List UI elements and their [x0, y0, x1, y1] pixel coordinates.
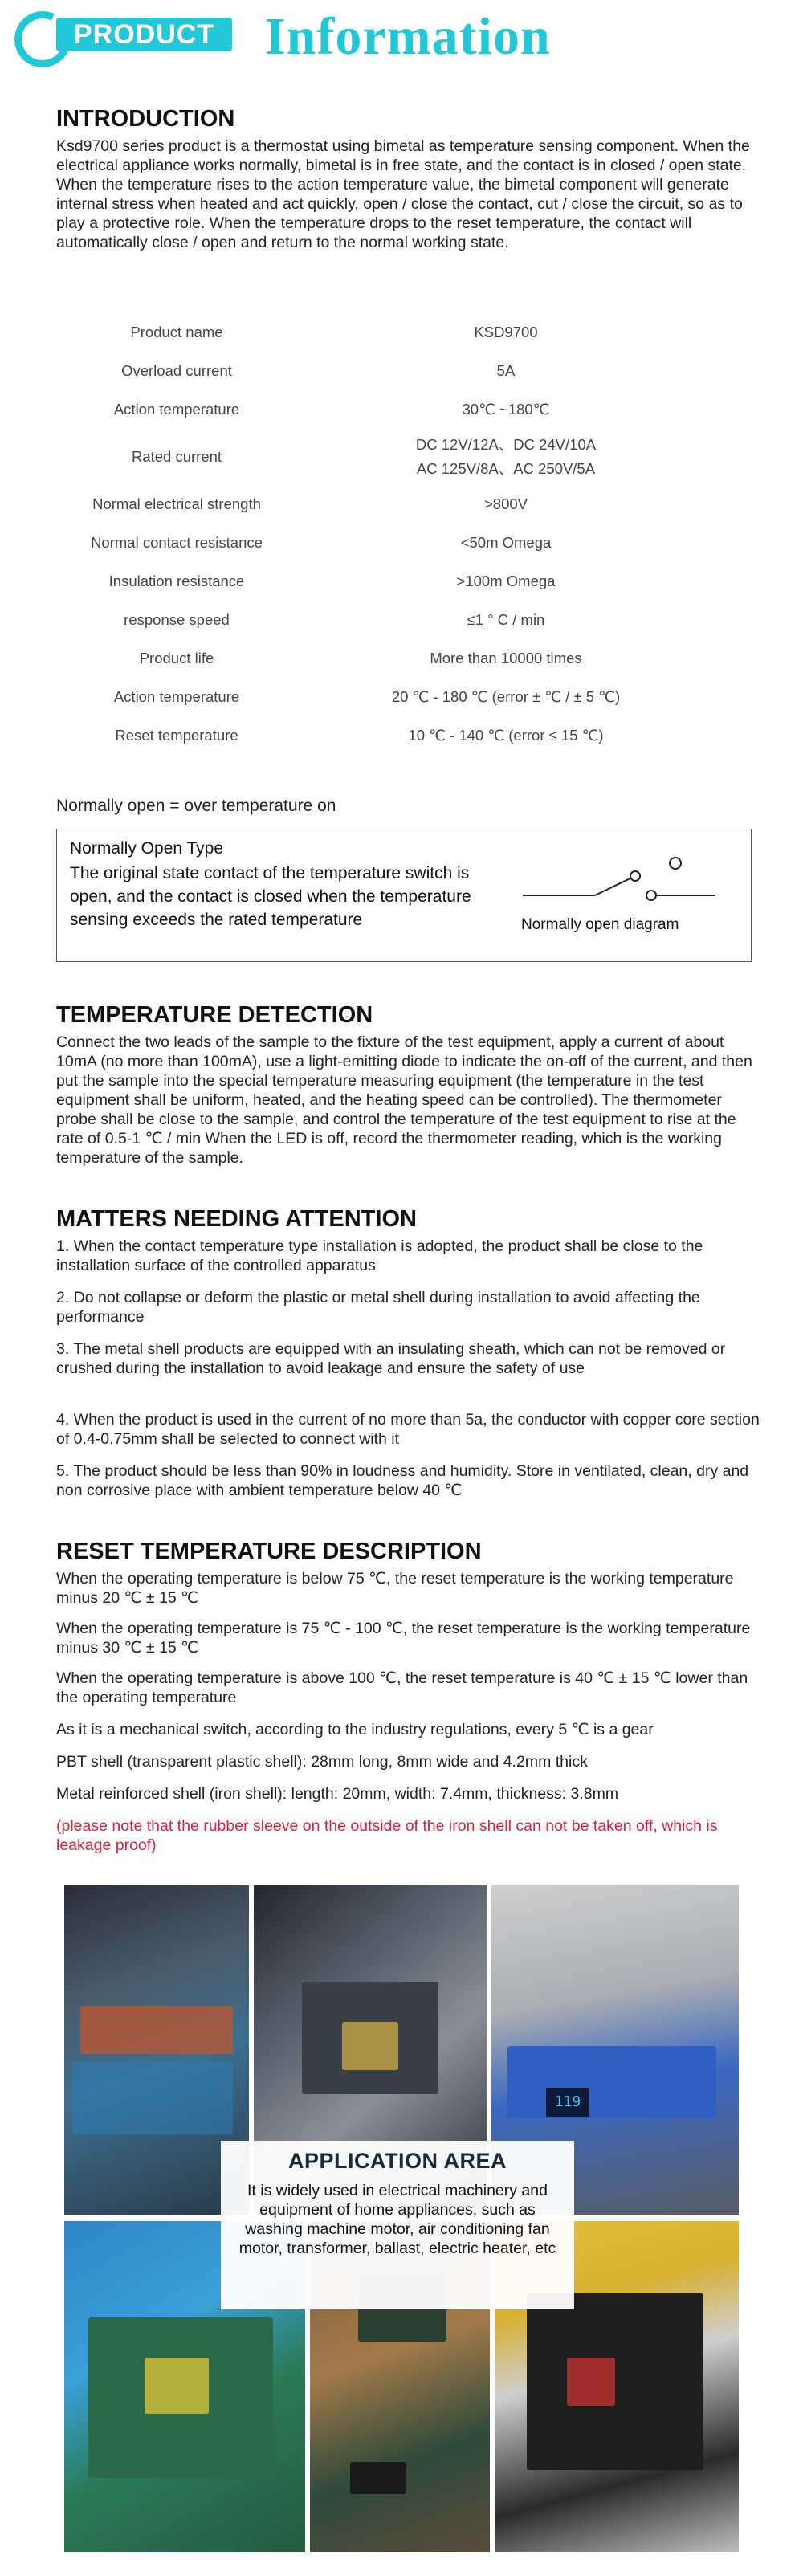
spec-key: Insulation resistance: [108, 573, 245, 589]
normally-open-diagram-icon: [515, 854, 724, 910]
spec-value: 30℃ ~180℃: [462, 401, 550, 418]
spec-value: KSD9700: [474, 324, 538, 340]
application-text: It is widely used in electrical machinery and equipment of home appliances, such as washing machine motor, air conditioning fan motor, transformer, ballast, electric heater, etc: [238, 2182, 556, 2257]
spec-value: >800V: [483, 495, 528, 512]
spec-key: Rated current: [131, 448, 222, 465]
application-heading: APPLICATION AREA: [287, 2149, 507, 2173]
attention-item: 1. When the contact temperature type installation is adopted, the product shall be close to the installation surface of the controlled apparatus: [56, 1237, 703, 1274]
temperature-display: 119: [546, 2088, 589, 2117]
spec-key: response speed: [124, 611, 230, 628]
reset-item: When the operating temperature is above 100 ℃, the reset temperature is 40 ℃ ± 15 ℃ lower than the operating temperature: [56, 1669, 748, 1706]
introduction-text: Ksd9700 series product is a thermostat using bimetal as temperature sensing component. When the electrical appliance works normally, bimetal is in free state, and the contact is in closed / open state. When the temperature rises to the action temperature value, the bimetal component will generate internal stress when heated and act quickly, open / close the contact, cut / close the circuit, so as to play a protective role. When the temperature drops to the reset temperature, the contact will automatically close / open and return to the normal working state.: [56, 137, 750, 251]
product-badge: PRODUCT: [56, 18, 232, 51]
spec-key: Normal contact resistance: [91, 534, 263, 551]
normally-open-box: [56, 829, 752, 962]
detection-text: Connect the two leads of the sample to the fixture of the test equipment, apply a current of about 10mA (no more than 100mA), use a light-emitting diode to indicate the on-off of the current, and then put the sample into the special temperature measuring equipment (the temperature in the test equipment shall be uniform, heated, and the heating speed can be controlled). The thermometer probe shall be close to the sample, and control the temperature of the test equipment to rise at the rate of 0.5-1 ℃ / min When the LED is off, record the thermometer reading, which is the working temperature of the sample.: [56, 1033, 752, 1167]
spec-row: [56, 429, 715, 485]
spec-key: Action temperature: [113, 401, 240, 418]
spec-value: 5A: [496, 362, 516, 379]
page-header: [0, 0, 803, 88]
spec-value: [297, 433, 715, 481]
reset-item: As it is a mechanical switch, according to the industry regulations, every 5 ℃ is a gear: [56, 1721, 654, 1738]
spec-value: 20 ℃ - 180 ℃ (error ± ℃ / ± 5 ℃): [391, 688, 621, 705]
spec-value-line: AC 125V/8A、AC 250V/5A: [416, 460, 596, 477]
spec-row: [56, 601, 715, 639]
spec-key: Action temperature: [113, 688, 240, 705]
spec-row: [56, 716, 715, 755]
attention-heading: MATTERS NEEDING ATTENTION: [56, 1206, 417, 1232]
spec-table: [56, 313, 715, 755]
spec-key: Overload current: [121, 362, 232, 379]
introduction-heading: INTRODUCTION: [56, 106, 235, 132]
reset-item: Metal reinforced shell (iron shell): length: 20mm, width: 7.4mm, thickness: 3.8mm: [56, 1785, 619, 1803]
reset-item: When the operating temperature is below 75 ℃, the reset temperature is the working temperature minus 20 ℃ ± 15 ℃: [56, 1570, 734, 1607]
reset-note: (please note that the rubber sleeve on the outside of the iron shell can not be taken off, which is leakage proof): [56, 1817, 718, 1854]
spec-value: >100m Omega: [456, 573, 556, 589]
diagram-caption: Normally open diagram: [521, 916, 679, 933]
attention-item: 4. When the product is used in the current of no more than 5a, the conductor with copper core section of 0.4-0.75mm shall be selected to connect with it: [56, 1411, 760, 1448]
attention-item: 5. The product should be less than 90% in loudness and humidity. Store in ventilated, clean, dry and non corrosive place with ambient temperature below 40 ℃: [56, 1462, 749, 1499]
spec-key: Normal electrical strength: [92, 495, 261, 512]
spec-value-line: DC 12V/12A、DC 24V/10A: [415, 436, 597, 453]
spec-row: [56, 390, 715, 429]
spec-row: [56, 352, 715, 390]
spec-value: 10 ℃ - 140 ℃ (error ≤ 15 ℃): [408, 727, 604, 744]
normally-open-text: The original state contact of the temperature switch is open, and the contact is closed when the temperature sensing exceeds the rated temperature: [70, 864, 471, 929]
spec-row: [56, 313, 715, 352]
page-title: Information: [265, 7, 551, 66]
spec-value: More than 10000 times: [430, 650, 582, 666]
spec-row: [56, 678, 715, 716]
application-area-box: [221, 2141, 574, 2309]
reset-item: When the operating temperature is 75 ℃ - 100 ℃, the reset temperature is the working temperature minus 30 ℃ ± 15 ℃: [56, 1620, 751, 1657]
detection-heading: TEMPERATURE DETECTION: [56, 1002, 373, 1028]
reset-item: PBT shell (transparent plastic shell): 28mm long, 8mm wide and 4.2mm thick: [56, 1753, 588, 1771]
spec-value: ≤1 ° C / min: [467, 611, 545, 628]
normally-open-title: Normally Open Type: [70, 839, 224, 858]
spec-key: Reset temperature: [115, 727, 238, 744]
attention-item: 2. Do not collapse or deform the plastic or metal shell during installation to avoid affecting the performance: [56, 1289, 700, 1326]
reset-heading: RESET TEMPERATURE DESCRIPTION: [56, 1539, 482, 1564]
spec-key: Product life: [139, 650, 214, 666]
spec-row: [56, 639, 715, 678]
spec-value: <50m Omega: [460, 534, 552, 551]
spec-row: [56, 562, 715, 601]
attention-item: 3. The metal shell products are equipped with an insulating sheath, which can not be removed or crushed during the installation to avoid leakage and ensure the safety of use: [56, 1340, 726, 1377]
spec-key: Product name: [130, 324, 223, 340]
spec-row: [56, 524, 715, 562]
application-collage: [64, 1885, 739, 2552]
spec-row: [56, 485, 715, 524]
normally-open-line: Normally open = over temperature on: [56, 797, 336, 815]
